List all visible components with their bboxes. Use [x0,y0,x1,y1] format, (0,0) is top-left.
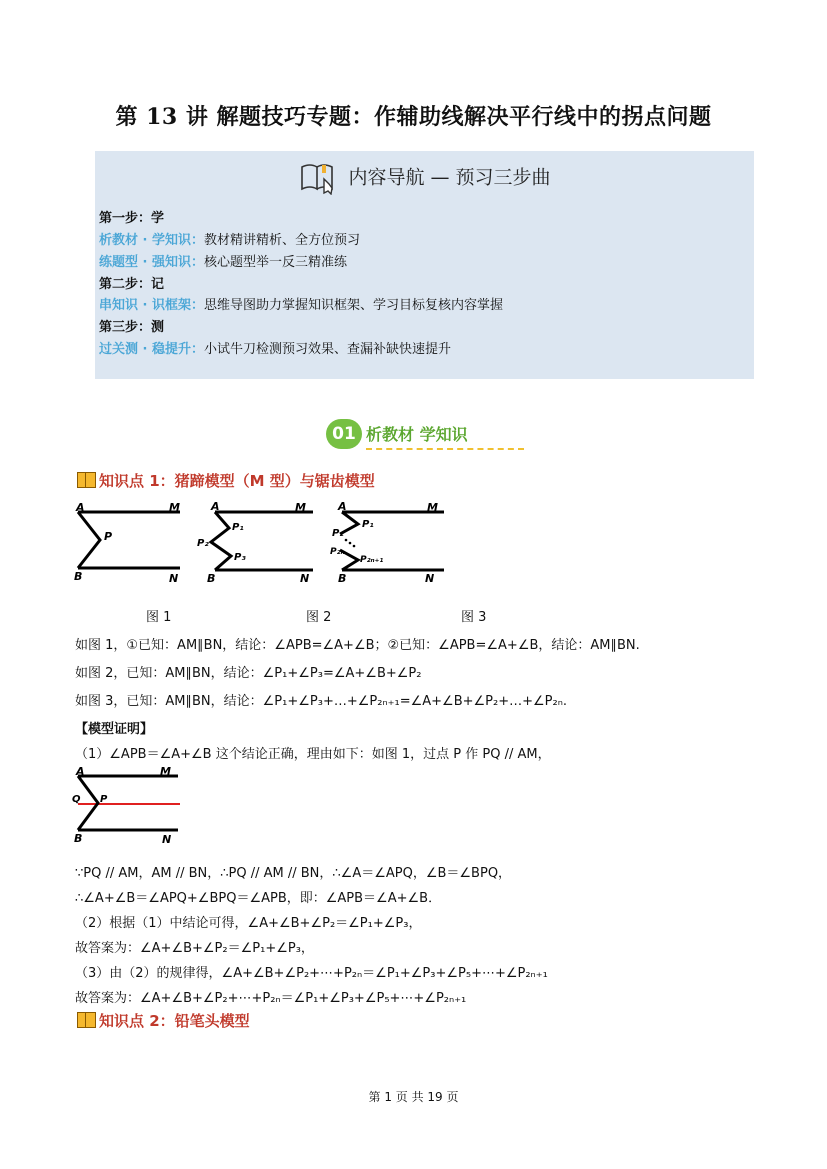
label-P1: P₁ [232,522,244,533]
label-A: A [76,502,85,514]
caption-fig3: 图 3 [461,610,487,625]
proof-line-6: （3）由（2）的规律得，∠A+∠B+∠P₂+⋯+P₂ₙ＝∠P₁+∠P₃+∠P₅+⋯+∠P₂ₙ₊₁ [75,966,548,981]
nav-item4-text: 小试牛刀检测预习效果、查漏补缺快速提升 [204,342,452,357]
nav-step2: 第二步：记 [99,277,165,292]
label-M: M [160,766,171,778]
nav-item2-tag: 练题型 · 强知识： [99,255,204,270]
label-B: B [338,572,347,584]
nav-item2 [99,251,347,270]
label-N: N [162,833,172,846]
label-P2n: P₂ₙ [330,547,345,557]
nav-item3-tag: 串知识 · 识框架： [99,298,204,313]
label-M: M [169,502,180,514]
nav-item4 [99,338,451,357]
label-P: P [100,794,108,805]
notebook-icon [77,472,96,488]
text-line-2: 如图 2，已知：AM∥BN，结论：∠P₁+∠P₃=∠A+∠B+∠P₂ [75,666,422,681]
nav-item1 [99,229,360,248]
kp1-title: 知识点 1：猪蹄模型（M 型）与锯齿模型 [99,472,375,490]
label-B: B [74,832,83,845]
label-A: A [211,500,220,513]
section-number: 01 [326,419,362,449]
page-footer: 第 1 页 共 19 页 [368,1090,459,1104]
proof-line-4: （2）根据（1）中结论可得，∠A+∠B+∠P₂＝∠P₁+∠P₃， [75,916,422,931]
figure-1 [72,502,187,584]
nav-item1-tag: 析教材 · 学知识： [99,233,204,248]
label-A: A [76,766,85,778]
nav-item3 [99,294,503,313]
label-P: P [104,530,113,543]
proof-heading: 【模型证明】 [75,722,154,737]
proof-line-2: ∵PQ // AM，AM // BN，∴PQ // AM // BN，∴∠A＝∠APQ，∠B＝∠BPQ， [75,866,512,881]
content-navigation-box [95,151,754,379]
nav-heading-text: 内容导航 — 预习三步曲 [348,166,551,189]
label-P1: P₁ [362,519,374,530]
label-B: B [74,570,83,583]
book-pointer-icon [298,161,338,195]
nav-item3-text: 思维导图助力掌握知识框架、学习目标复核内容掌握 [204,298,504,313]
label-Q: Q [72,794,81,805]
nav-heading [95,161,754,195]
label-P2: P₂ [332,528,344,539]
text-line-1: 如图 1，①已知：AM∥BN，结论：∠APB=∠A+∠B；②已知：∠APB=∠A+∠B，结论：AM∥BN. [75,638,640,653]
label-A: A [338,500,347,513]
label-M: M [427,501,438,514]
nav-step1: 第一步：学 [99,211,165,226]
knowledge-point-1 [77,470,375,491]
label-N: N [300,572,310,584]
nav-item4-tag: 过关测 · 稳提升： [99,342,204,357]
notebook-icon [77,1012,96,1028]
section-underline [366,448,524,450]
label-N: N [169,572,179,584]
label-P2n1: P₂ₙ₊₁ [360,555,384,565]
kp2-title: 知识点 2：铅笔头模型 [99,1012,250,1030]
caption-fig1: 图 1 [146,610,172,625]
nav-item1-text: 教材精讲精析、全方位预习 [204,233,361,248]
proof-line-3: ∴∠A+∠B＝∠APQ+∠BPQ＝∠APB，即：∠APB＝∠A+∠B． [75,891,442,906]
knowledge-point-2 [77,1010,250,1031]
label-N: N [425,572,435,584]
section-title: 析教材 学知识 [366,425,468,444]
figure-2 [195,500,320,584]
caption-fig2: 图 2 [306,610,332,625]
proof-line-7: 故答案为：∠A+∠B+∠P₂+⋯+P₂ₙ＝∠P₁+∠P₃+∠P₅+⋯+∠P₂ₙ₊₁ [75,991,467,1006]
label-P2: P₂ [197,538,209,549]
figure-proof [72,766,187,846]
figure-3 [330,500,450,584]
section-banner [322,414,506,454]
text-line-3: 如图 3，已知：AM∥BN，结论：∠P₁+∠P₃+…+∠P₂ₙ₊₁=∠A+∠B+∠P₂+…+∠P₂ₙ. [75,694,568,709]
proof-line-1: （1）∠APB＝∠A+∠B 这个结论正确，理由如下：如图 1，过点 P 作 PQ // AM， [75,747,551,762]
nav-step3: 第三步：测 [99,320,165,335]
proof-line-5: 故答案为：∠A+∠B+∠P₂＝∠P₁+∠P₃， [75,941,314,956]
label-M: M [295,501,306,514]
label-P3: P₃ [234,552,246,563]
nav-item2-text: 核心题型举一反三精准练 [204,255,348,270]
page-title: 第 13 讲 解题技巧专题：作辅助线解决平行线中的拐点问题 [115,104,712,130]
label-B: B [207,572,216,584]
